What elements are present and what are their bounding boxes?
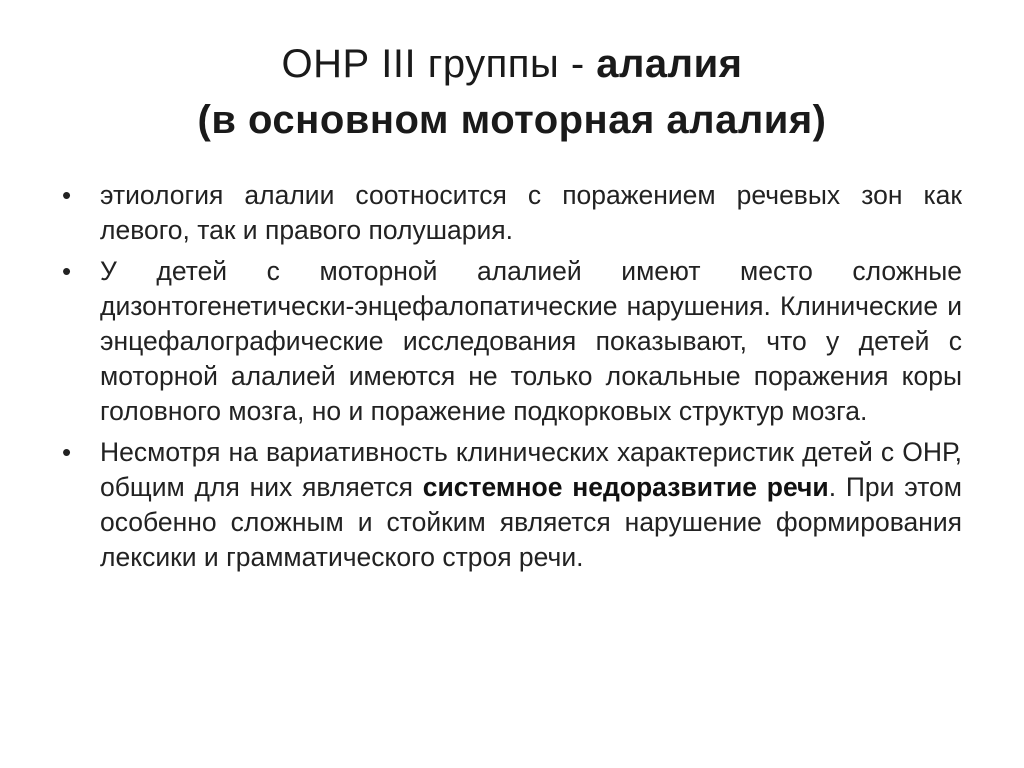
title-line-1-normal: ОНР III группы - xyxy=(281,42,597,86)
title-line-1 xyxy=(60,36,964,92)
bullet-text-3-before: Несмотря на вариативность клинических характеристик детей с ОНР, общим для них является xyxy=(100,437,962,502)
bullet-dot: • xyxy=(62,256,72,286)
title-line-2: (в основном моторная алалия) xyxy=(197,98,827,142)
title-line-1-bold: алалия xyxy=(596,42,743,86)
bullet-item-2 xyxy=(62,254,962,429)
bullet-list xyxy=(62,178,962,581)
bullet-text-3-after: . При этом особенно сложным и стойким является нарушение формирования лексики и грамматического строя речи. xyxy=(100,472,962,572)
bullet-text-3-bold: системное недоразвитие речи xyxy=(422,472,829,502)
bullet-item-1 xyxy=(62,178,962,248)
slide-title xyxy=(60,36,964,148)
bullet-dot: • xyxy=(62,180,72,210)
bullet-item-3 xyxy=(62,435,962,575)
bullet-text-2: У детей с моторной алалией имеют место сложные дизонтогенетически-энцефалопатические нарушения. Клинические и энцефалографические исследования показывают, что у детей с моторной алалией имеются не только локальные поражения коры головного мозга, но и поражение подкорковых структур мозга. xyxy=(100,256,962,426)
bullet-text-1: этиология алалии соотносится с поражением речевых зон как левого, так и правого полушария. xyxy=(100,180,962,245)
bullet-dot: • xyxy=(62,437,72,467)
